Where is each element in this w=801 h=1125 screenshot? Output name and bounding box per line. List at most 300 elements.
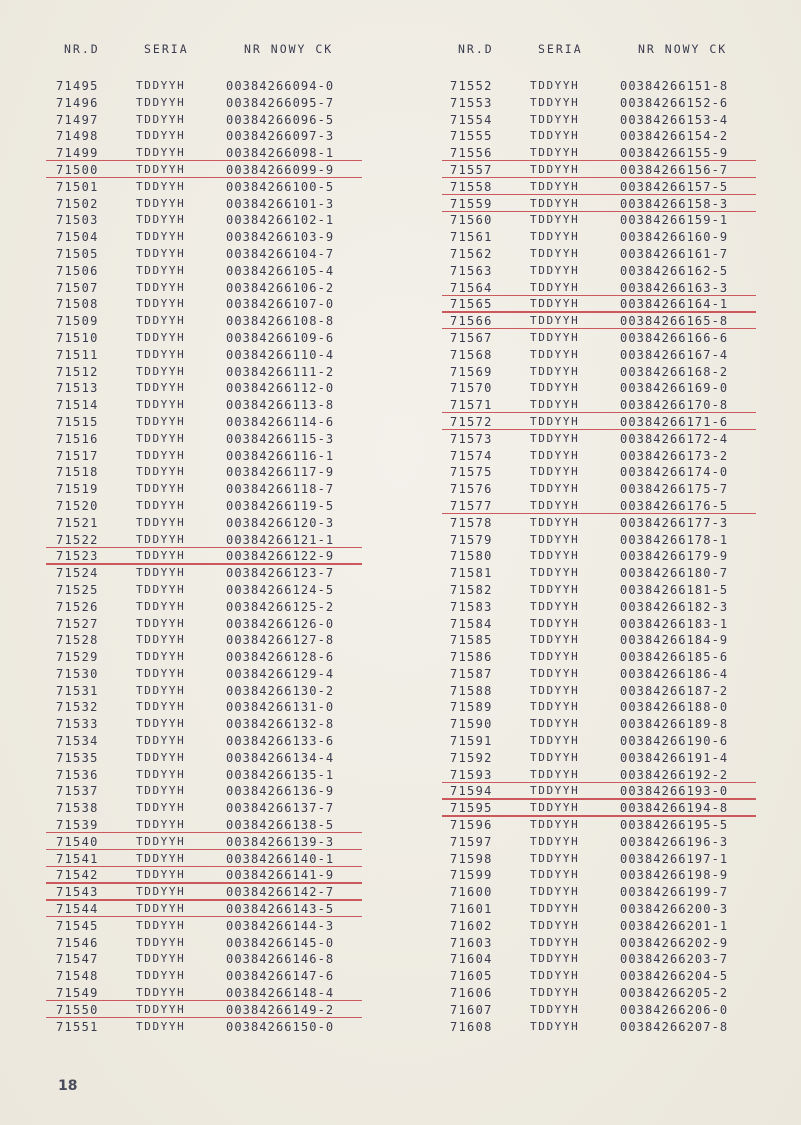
nr-nowy-ck-cell: 00384266164-1 [620,297,729,312]
nr-d-cell: 71558 [450,179,493,194]
header-nr-nowy-ck: NR NOWY CK [244,42,334,56]
nr-nowy-ck-cell: 00384266109-6 [226,330,335,345]
nr-nowy-ck-cell: 00384266154-2 [620,129,729,144]
nr-nowy-ck-cell: 00384266128-6 [226,650,335,665]
nr-d-cell: 71590 [450,717,493,732]
seria-cell: TDDYYH [136,448,186,462]
nr-d-cell: 71507 [56,280,99,295]
nr-nowy-ck-cell: 00384266193-0 [620,784,729,799]
nr-nowy-ck-cell: 00384266149-2 [226,1002,335,1017]
seria-cell: TDDYYH [530,818,580,832]
seria-cell: TDDYYH [136,549,186,563]
nr-nowy-ck-cell: 00384266175-7 [620,482,729,497]
nr-nowy-ck-cell: 00384266148-4 [226,986,335,1001]
seria-cell: TDDYYH [530,717,580,731]
nr-nowy-ck-cell: 00384266126-0 [226,616,335,631]
seria-cell: TDDYYH [136,381,186,395]
seria-cell: TDDYYH [530,398,580,412]
nr-nowy-ck-cell: 00384266097-3 [226,129,335,144]
seria-cell: TDDYYH [530,532,580,546]
nr-nowy-ck-cell: 00384266153-4 [620,112,729,127]
nr-d-cell: 71586 [450,650,493,665]
nr-nowy-ck-cell: 00384266181-5 [620,582,729,597]
nr-d-cell: 71598 [450,851,493,866]
nr-d-cell: 71603 [450,935,493,950]
nr-nowy-ck-cell: 00384266159-1 [620,213,729,228]
nr-d-cell: 71576 [450,482,493,497]
nr-nowy-ck-cell: 00384266141-9 [226,868,335,883]
nr-d-cell: 71545 [56,918,99,933]
seria-cell: TDDYYH [530,734,580,748]
seria-cell: TDDYYH [530,263,580,277]
seria-cell: TDDYYH [136,650,186,664]
seria-cell: TDDYYH [530,381,580,395]
nr-d-cell: 71556 [450,146,493,161]
seria-cell: TDDYYH [530,834,580,848]
nr-d-cell: 71548 [56,969,99,984]
nr-nowy-ck-cell: 00384266197-1 [620,851,729,866]
nr-nowy-ck-cell: 00384266095-7 [226,95,335,110]
seria-cell: TDDYYH [136,566,186,580]
seria-cell: TDDYYH [136,616,186,630]
nr-d-cell: 71518 [56,465,99,480]
seria-cell: TDDYYH [136,851,186,865]
seria-cell: TDDYYH [530,935,580,949]
seria-cell: TDDYYH [136,414,186,428]
nr-d-cell: 71572 [450,414,493,429]
nr-nowy-ck-cell: 00384266205-2 [620,986,729,1001]
nr-d-cell: 71526 [56,599,99,614]
seria-cell: TDDYYH [530,633,580,647]
nr-d-cell: 71587 [450,666,493,681]
nr-d-cell: 71608 [450,1019,493,1034]
seria-cell: TDDYYH [136,280,186,294]
nr-nowy-ck-cell: 00384266161-7 [620,246,729,261]
nr-nowy-ck-cell: 00384266094-0 [226,79,335,93]
seria-cell: TDDYYH [136,213,186,227]
nr-nowy-ck-cell: 00384266142-7 [226,885,335,900]
nr-nowy-ck-cell: 00384266139-3 [226,834,335,849]
nr-d-cell: 71550 [56,1002,99,1017]
nr-nowy-ck-cell: 00384266156-7 [620,162,729,177]
seria-cell: TDDYYH [530,599,580,613]
seria-cell: TDDYYH [530,246,580,260]
nr-d-cell: 71544 [56,902,99,917]
seria-cell: TDDYYH [136,79,186,92]
nr-nowy-ck-cell: 00384266204-5 [620,969,729,984]
nr-d-cell: 71495 [56,79,99,93]
nr-nowy-ck-cell: 00384266116-1 [226,448,335,463]
nr-nowy-ck-cell: 00384266108-8 [226,314,335,329]
nr-d-cell: 71583 [450,599,493,614]
seria-cell: TDDYYH [136,95,186,109]
seria-cell: TDDYYH [136,482,186,496]
nr-d-cell: 71580 [450,549,493,564]
seria-cell: TDDYYH [530,616,580,630]
nr-d-cell: 71530 [56,666,99,681]
nr-nowy-ck-cell: 00384266106-2 [226,280,335,295]
nr-nowy-ck-cell: 00384266179-9 [620,549,729,564]
nr-d-cell: 71519 [56,482,99,497]
nr-nowy-ck-cell: 00384266162-5 [620,263,729,278]
seria-cell: TDDYYH [530,297,580,311]
nr-d-cell: 71509 [56,314,99,329]
nr-d-cell: 71607 [450,1002,493,1017]
nr-d-cell: 71531 [56,683,99,698]
nr-nowy-ck-cell: 00384266200-3 [620,902,729,917]
seria-cell: TDDYYH [136,431,186,445]
nr-d-cell: 71592 [450,750,493,765]
seria-cell: TDDYYH [136,347,186,361]
header-seria: SERIA [144,42,189,56]
seria-cell: TDDYYH [530,969,580,983]
nr-nowy-ck-cell: 00384266133-6 [226,734,335,749]
nr-nowy-ck-cell: 00384266151-8 [620,79,729,93]
nr-d-cell: 71535 [56,750,99,765]
seria-cell: TDDYYH [136,868,186,882]
seria-cell: TDDYYH [530,683,580,697]
seria-cell: TDDYYH [136,885,186,899]
seria-cell: TDDYYH [136,734,186,748]
seria-cell: TDDYYH [136,986,186,1000]
seria-cell: TDDYYH [530,750,580,764]
nr-d-cell: 71567 [450,330,493,345]
nr-d-cell: 71599 [450,868,493,883]
header-nr-nowy-ck: NR NOWY CK [638,42,728,56]
seria-cell: TDDYYH [136,146,186,160]
seria-cell: TDDYYH [136,297,186,311]
nr-d-cell: 71500 [56,162,99,177]
nr-d-cell: 71532 [56,700,99,715]
nr-nowy-ck-cell: 00384266202-9 [620,935,729,950]
nr-nowy-ck-cell: 00384266115-3 [226,431,335,446]
seria-cell: TDDYYH [136,112,186,126]
nr-nowy-ck-cell: 00384266103-9 [226,230,335,245]
seria-cell: TDDYYH [530,902,580,916]
nr-nowy-ck-cell: 00384266099-9 [226,162,335,177]
seria-cell: TDDYYH [136,902,186,916]
seria-cell: TDDYYH [136,784,186,798]
nr-d-cell: 71513 [56,381,99,396]
seria-cell: TDDYYH [530,364,580,378]
nr-d-cell: 71521 [56,515,99,530]
nr-d-cell: 71534 [56,734,99,749]
seria-cell: TDDYYH [530,162,580,176]
nr-d-cell: 71527 [56,616,99,631]
nr-nowy-ck-cell: 00384266131-0 [226,700,335,715]
page-number: 18 [58,1078,78,1094]
nr-nowy-ck-cell: 00384266182-3 [620,599,729,614]
seria-cell: TDDYYH [136,952,186,966]
nr-d-cell: 71563 [450,263,493,278]
seria-cell: TDDYYH [530,666,580,680]
seria-cell: TDDYYH [136,633,186,647]
nr-d-cell: 71540 [56,834,99,849]
seria-cell: TDDYYH [136,1019,186,1033]
nr-d-cell: 71561 [450,230,493,245]
nr-d-cell: 71559 [450,196,493,211]
nr-nowy-ck-cell: 00384266173-2 [620,448,729,463]
seria-cell: TDDYYH [136,599,186,613]
nr-nowy-ck-cell: 00384266150-0 [226,1019,335,1034]
nr-d-cell: 71596 [450,818,493,833]
nr-nowy-ck-cell: 00384266144-3 [226,918,335,933]
nr-d-cell: 71581 [450,566,493,581]
nr-nowy-ck-cell: 00384266120-3 [226,515,335,530]
nr-d-cell: 71515 [56,414,99,429]
seria-cell: TDDYYH [136,717,186,731]
seria-cell: TDDYYH [530,986,580,1000]
nr-d-cell: 71579 [450,532,493,547]
seria-cell: TDDYYH [530,280,580,294]
nr-nowy-ck-cell: 00384266111-2 [226,364,335,379]
nr-nowy-ck-cell: 00384266113-8 [226,398,335,413]
seria-cell: TDDYYH [530,515,580,529]
nr-nowy-ck-cell: 00384266203-7 [620,952,729,967]
nr-d-cell: 71605 [450,969,493,984]
header-nr-d: NR.D [458,42,494,56]
nr-d-cell: 71514 [56,398,99,413]
nr-nowy-ck-cell: 00384266104-7 [226,246,335,261]
nr-nowy-ck-cell: 00384266183-1 [620,616,729,631]
nr-d-cell: 71597 [450,834,493,849]
seria-cell: TDDYYH [530,650,580,664]
seria-cell: TDDYYH [530,498,580,512]
nr-nowy-ck-cell: 00384266184-9 [620,633,729,648]
nr-d-cell: 71529 [56,650,99,665]
nr-nowy-ck-cell: 00384266098-1 [226,146,335,161]
nr-nowy-ck-cell: 00384266110-4 [226,347,335,362]
seria-cell: TDDYYH [136,918,186,932]
nr-nowy-ck-cell: 00384266132-8 [226,717,335,732]
nr-d-cell: 71511 [56,347,99,362]
seria-cell: TDDYYH [136,818,186,832]
nr-nowy-ck-cell: 00384266163-3 [620,280,729,295]
nr-d-cell: 71565 [450,297,493,312]
nr-d-cell: 71547 [56,952,99,967]
seria-cell: TDDYYH [136,969,186,983]
seria-cell: TDDYYH [136,834,186,848]
nr-d-cell: 71533 [56,717,99,732]
nr-nowy-ck-cell: 00384266101-3 [226,196,335,211]
nr-nowy-ck-cell: 00384266206-0 [620,1002,729,1017]
seria-cell: TDDYYH [136,314,186,328]
nr-d-cell: 71537 [56,784,99,799]
header-nr-d: NR.D [64,42,100,56]
nr-d-cell: 71589 [450,700,493,715]
nr-d-cell: 71606 [450,986,493,1001]
nr-d-cell: 71560 [450,213,493,228]
nr-d-cell: 71508 [56,297,99,312]
seria-cell: TDDYYH [530,330,580,344]
nr-nowy-ck-cell: 00384266194-8 [620,801,729,816]
seria-cell: TDDYYH [530,196,580,210]
nr-nowy-ck-cell: 00384266117-9 [226,465,335,480]
seria-cell: TDDYYH [136,683,186,697]
seria-cell: TDDYYH [530,1019,580,1033]
seria-cell: TDDYYH [530,582,580,596]
seria-cell: TDDYYH [530,347,580,361]
nr-nowy-ck-cell: 00384266165-8 [620,314,729,329]
nr-nowy-ck-cell: 00384266187-2 [620,683,729,698]
seria-cell: TDDYYH [530,213,580,227]
nr-d-cell: 71582 [450,582,493,597]
nr-nowy-ck-cell: 00384266174-0 [620,465,729,480]
nr-d-cell: 71512 [56,364,99,379]
seria-cell: TDDYYH [530,179,580,193]
nr-nowy-ck-cell: 00384266188-0 [620,700,729,715]
seria-cell: TDDYYH [136,582,186,596]
nr-d-cell: 71568 [450,347,493,362]
nr-d-cell: 71604 [450,952,493,967]
nr-nowy-ck-cell: 00384266122-9 [226,549,335,564]
nr-nowy-ck-cell: 00384266119-5 [226,498,335,513]
nr-nowy-ck-cell: 00384266207-8 [620,1019,729,1034]
nr-nowy-ck-cell: 00384266107-0 [226,297,335,312]
nr-d-cell: 71573 [450,431,493,446]
nr-d-cell: 71588 [450,683,493,698]
nr-d-cell: 71505 [56,246,99,261]
nr-nowy-ck-cell: 00384266190-6 [620,734,729,749]
nr-nowy-ck-cell: 00384266145-0 [226,935,335,950]
seria-cell: TDDYYH [530,918,580,932]
nr-d-cell: 71562 [450,246,493,261]
nr-nowy-ck-cell: 00384266100-5 [226,179,335,194]
nr-nowy-ck-cell: 00384266102-1 [226,213,335,228]
nr-nowy-ck-cell: 00384266124-5 [226,582,335,597]
nr-nowy-ck-cell: 00384266152-6 [620,95,729,110]
seria-cell: TDDYYH [530,952,580,966]
nr-d-cell: 71524 [56,566,99,581]
nr-d-cell: 71577 [450,498,493,513]
nr-d-cell: 71542 [56,868,99,883]
nr-nowy-ck-cell: 00384266096-5 [226,112,335,127]
nr-d-cell: 71591 [450,734,493,749]
nr-nowy-ck-cell: 00384266137-7 [226,801,335,816]
seria-cell: TDDYYH [530,431,580,445]
nr-d-cell: 71570 [450,381,493,396]
nr-nowy-ck-cell: 00384266169-0 [620,381,729,396]
nr-d-cell: 71539 [56,818,99,833]
seria-cell: TDDYYH [530,482,580,496]
seria-cell: TDDYYH [530,314,580,328]
nr-d-cell: 71552 [450,79,493,93]
nr-nowy-ck-cell: 00384266191-4 [620,750,729,765]
seria-cell: TDDYYH [530,868,580,882]
nr-nowy-ck-cell: 00384266167-4 [620,347,729,362]
seria-cell: TDDYYH [530,801,580,815]
seria-cell: TDDYYH [136,666,186,680]
nr-nowy-ck-cell: 00384266134-4 [226,750,335,765]
nr-d-cell: 71595 [450,801,493,816]
nr-d-cell: 71536 [56,767,99,782]
seria-cell: TDDYYH [530,95,580,109]
nr-nowy-ck-cell: 00384266157-5 [620,179,729,194]
nr-d-cell: 71566 [450,314,493,329]
seria-cell: TDDYYH [530,230,580,244]
nr-d-cell: 71546 [56,935,99,950]
nr-d-cell: 71504 [56,230,99,245]
nr-d-cell: 71575 [450,465,493,480]
nr-d-cell: 71601 [450,902,493,917]
seria-cell: TDDYYH [530,549,580,563]
seria-cell: TDDYYH [530,784,580,798]
nr-nowy-ck-cell: 00384266143-5 [226,902,335,917]
seria-cell: TDDYYH [136,398,186,412]
nr-d-cell: 71600 [450,885,493,900]
seria-cell: TDDYYH [530,448,580,462]
nr-d-cell: 71553 [450,95,493,110]
nr-d-cell: 71522 [56,532,99,547]
nr-d-cell: 71506 [56,263,99,278]
nr-d-cell: 71502 [56,196,99,211]
nr-nowy-ck-cell: 00384266176-5 [620,498,729,513]
nr-nowy-ck-cell: 00384266198-9 [620,868,729,883]
seria-cell: TDDYYH [136,364,186,378]
nr-nowy-ck-cell: 00384266121-1 [226,532,335,547]
seria-cell: TDDYYH [136,935,186,949]
seria-cell: TDDYYH [136,700,186,714]
nr-nowy-ck-cell: 00384266138-5 [226,818,335,833]
seria-cell: TDDYYH [530,1002,580,1016]
nr-d-cell: 71593 [450,767,493,782]
nr-d-cell: 71496 [56,95,99,110]
seria-cell: TDDYYH [530,414,580,428]
nr-d-cell: 71551 [56,1019,99,1034]
nr-nowy-ck-cell: 00384266123-7 [226,566,335,581]
nr-nowy-ck-cell: 00384266135-1 [226,767,335,782]
seria-cell: TDDYYH [530,465,580,479]
nr-nowy-ck-cell: 00384266166-6 [620,330,729,345]
nr-d-cell: 71523 [56,549,99,564]
nr-d-cell: 71571 [450,398,493,413]
nr-d-cell: 71528 [56,633,99,648]
seria-cell: TDDYYH [136,230,186,244]
nr-d-cell: 71557 [450,162,493,177]
seria-cell: TDDYYH [136,179,186,193]
nr-nowy-ck-cell: 00384266140-1 [226,851,335,866]
seria-cell: TDDYYH [136,162,186,176]
nr-d-cell: 71564 [450,280,493,295]
nr-d-cell: 71584 [450,616,493,631]
nr-d-cell: 71525 [56,582,99,597]
nr-d-cell: 71543 [56,885,99,900]
nr-nowy-ck-cell: 00384266186-4 [620,666,729,681]
nr-nowy-ck-cell: 00384266114-6 [226,414,335,429]
seria-cell: TDDYYH [136,515,186,529]
nr-nowy-ck-cell: 00384266201-1 [620,918,729,933]
nr-nowy-ck-cell: 00384266160-9 [620,230,729,245]
nr-d-cell: 71501 [56,179,99,194]
seria-cell: TDDYYH [136,767,186,781]
nr-nowy-ck-cell: 00384266171-6 [620,414,729,429]
seria-cell: TDDYYH [530,566,580,580]
nr-nowy-ck-cell: 00384266195-5 [620,818,729,833]
nr-d-cell: 71498 [56,129,99,144]
nr-nowy-ck-cell: 00384266199-7 [620,885,729,900]
seria-cell: TDDYYH [530,885,580,899]
seria-cell: TDDYYH [136,532,186,546]
nr-nowy-ck-cell: 00384266136-9 [226,784,335,799]
seria-cell: TDDYYH [136,1002,186,1016]
seria-cell: TDDYYH [530,129,580,143]
nr-nowy-ck-cell: 00384266170-8 [620,398,729,413]
nr-nowy-ck-cell: 00384266118-7 [226,482,335,497]
seria-cell: TDDYYH [136,246,186,260]
nr-nowy-ck-cell: 00384266168-2 [620,364,729,379]
nr-nowy-ck-cell: 00384266112-0 [226,381,335,396]
seria-cell: TDDYYH [136,129,186,143]
